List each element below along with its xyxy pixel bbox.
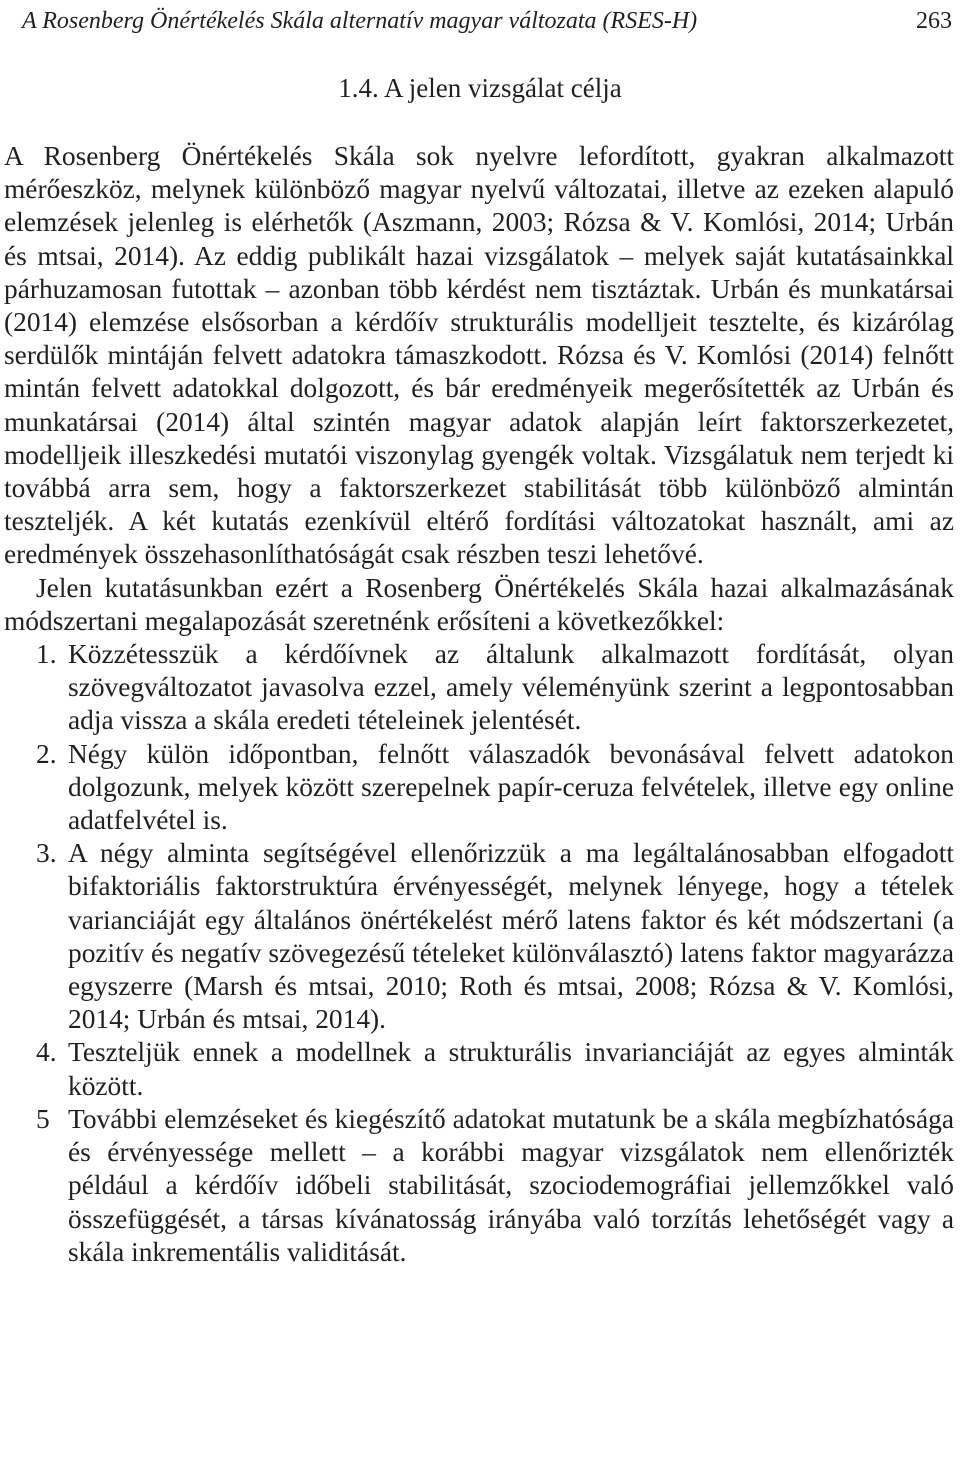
paragraph-aims-intro: Jelen kutatásunkban ezért a Rosenberg Önértékelés Skála hazai alkalmazásának módszertani megalapozását szeretnénk erősíteni a következőkkel: <box>4 572 954 636</box>
list-item-number: 5 <box>36 1103 50 1134</box>
list-item <box>4 837 954 1036</box>
running-head <box>22 4 952 38</box>
list-item-text: További elemzéseket és kiegészítő adatokat mutatunk be a skála megbízhatósága és érvényessége mellett – a korábbi magyar vizsgálatok nem ellenőrizték például a kérdőív időbeli stabilitását, szociodemográfiai jellemzőkkel való összefüggését, a társas kívánatosság irányába való torzítás lehetőségét vagy a skála inkrementális validitását. <box>68 1103 954 1267</box>
list-item <box>4 738 954 838</box>
list-item-number: 1. <box>36 639 57 670</box>
list-item <box>4 1036 954 1102</box>
list-item <box>4 638 954 738</box>
list-item-number: 3. <box>36 838 57 869</box>
list-item-text: A négy alminta segítségével ellenőrizzük a ma legáltalánosabban elfogadott bifaktoriális faktorstruktúra érvényességét, melynek lényege, hogy a tételek varianciáját egy általános önértékelést mérő latens faktor és két módszertani (a pozitív és negatív szövegezésű tételeket különválasztó) latens faktor magyarázza egyszerre (Marsh és mtsai, 2010; Roth és mtsai, 2008; Rózsa & V. Komlósi, 2014; Urbán és mtsai, 2014). <box>68 838 954 1035</box>
list-item-text: Közzétesszük a kérdőívnek az általunk alkalmazott fordítását, olyan szövegváltozatot javasolva ezzel, amely véleményünk szerint a legpontosabban adja vissza a skála eredeti tételeinek jelentését. <box>68 639 954 736</box>
running-head-title: A Rosenberg Önértékelés Skála alternatív magyar változata (RSES-H) <box>22 8 698 34</box>
section-heading: 1.4. A jelen vizsgálat célja <box>338 73 622 103</box>
aims-list <box>4 638 954 1269</box>
list-item-number: 2. <box>36 738 57 769</box>
list-item-text: Teszteljük ennek a modellnek a strukturális invarianciáját az egyes alminták között. <box>68 1037 954 1101</box>
body-text <box>4 140 954 1269</box>
list-item-text: Négy külön időpontban, felnőtt válaszadók bevonásával felvett adatokon dolgozunk, melyek között szerepelnek papír-ceruza felvételek, illetve egy online adatfelvétel is. <box>68 738 954 836</box>
page-number: 263 <box>916 8 952 34</box>
list-item-number: 4. <box>36 1037 57 1068</box>
list-item <box>4 1103 954 1269</box>
paragraph-aims-background: A Rosenberg Önértékelés Skála sok nyelvre lefordított, gyakran alkalmazott mérőeszköz, melynek különböző magyar nyelvű változatai, illetve az ezeken alapuló elemzések jelenleg is elérhetők (Aszmann, 2003; Rózsa & V. Komlósi, 2014; Urbán és mtsai, 2014). Az eddig publikált hazai vizsgálatok – melyek saját kutatásainkkal párhuzamosan futottak – azonban több kérdést nem tisztáztak. Urbán és munkatársai (2014) elemzése elsősorban a kérdőív strukturális modelljeit tesztelte, és kizárólag serdülők mintáján felvett adatokra támaszkodott. Rózsa és V. Komlósi (2014) felnőtt mintán felvett adatokkal dolgozott, és bár eredményeik megerősítették az Urbán és munkatársai (2014) által szintén magyar adatok alapján leírt faktorszerkezetet, modelljeik illeszkedési mutatói viszonylag gyengék voltak. Vizsgálatuk nem terjedt ki továbbá arra sem, hogy a faktorszerkezet stabilitását több különböző almintán teszteljék. A két kutatás ezenkívül eltérő fordítási változatokat használt, ami az eredmények összehasonlíthatóságát csak részben teszi lehetővé. <box>4 141 954 570</box>
